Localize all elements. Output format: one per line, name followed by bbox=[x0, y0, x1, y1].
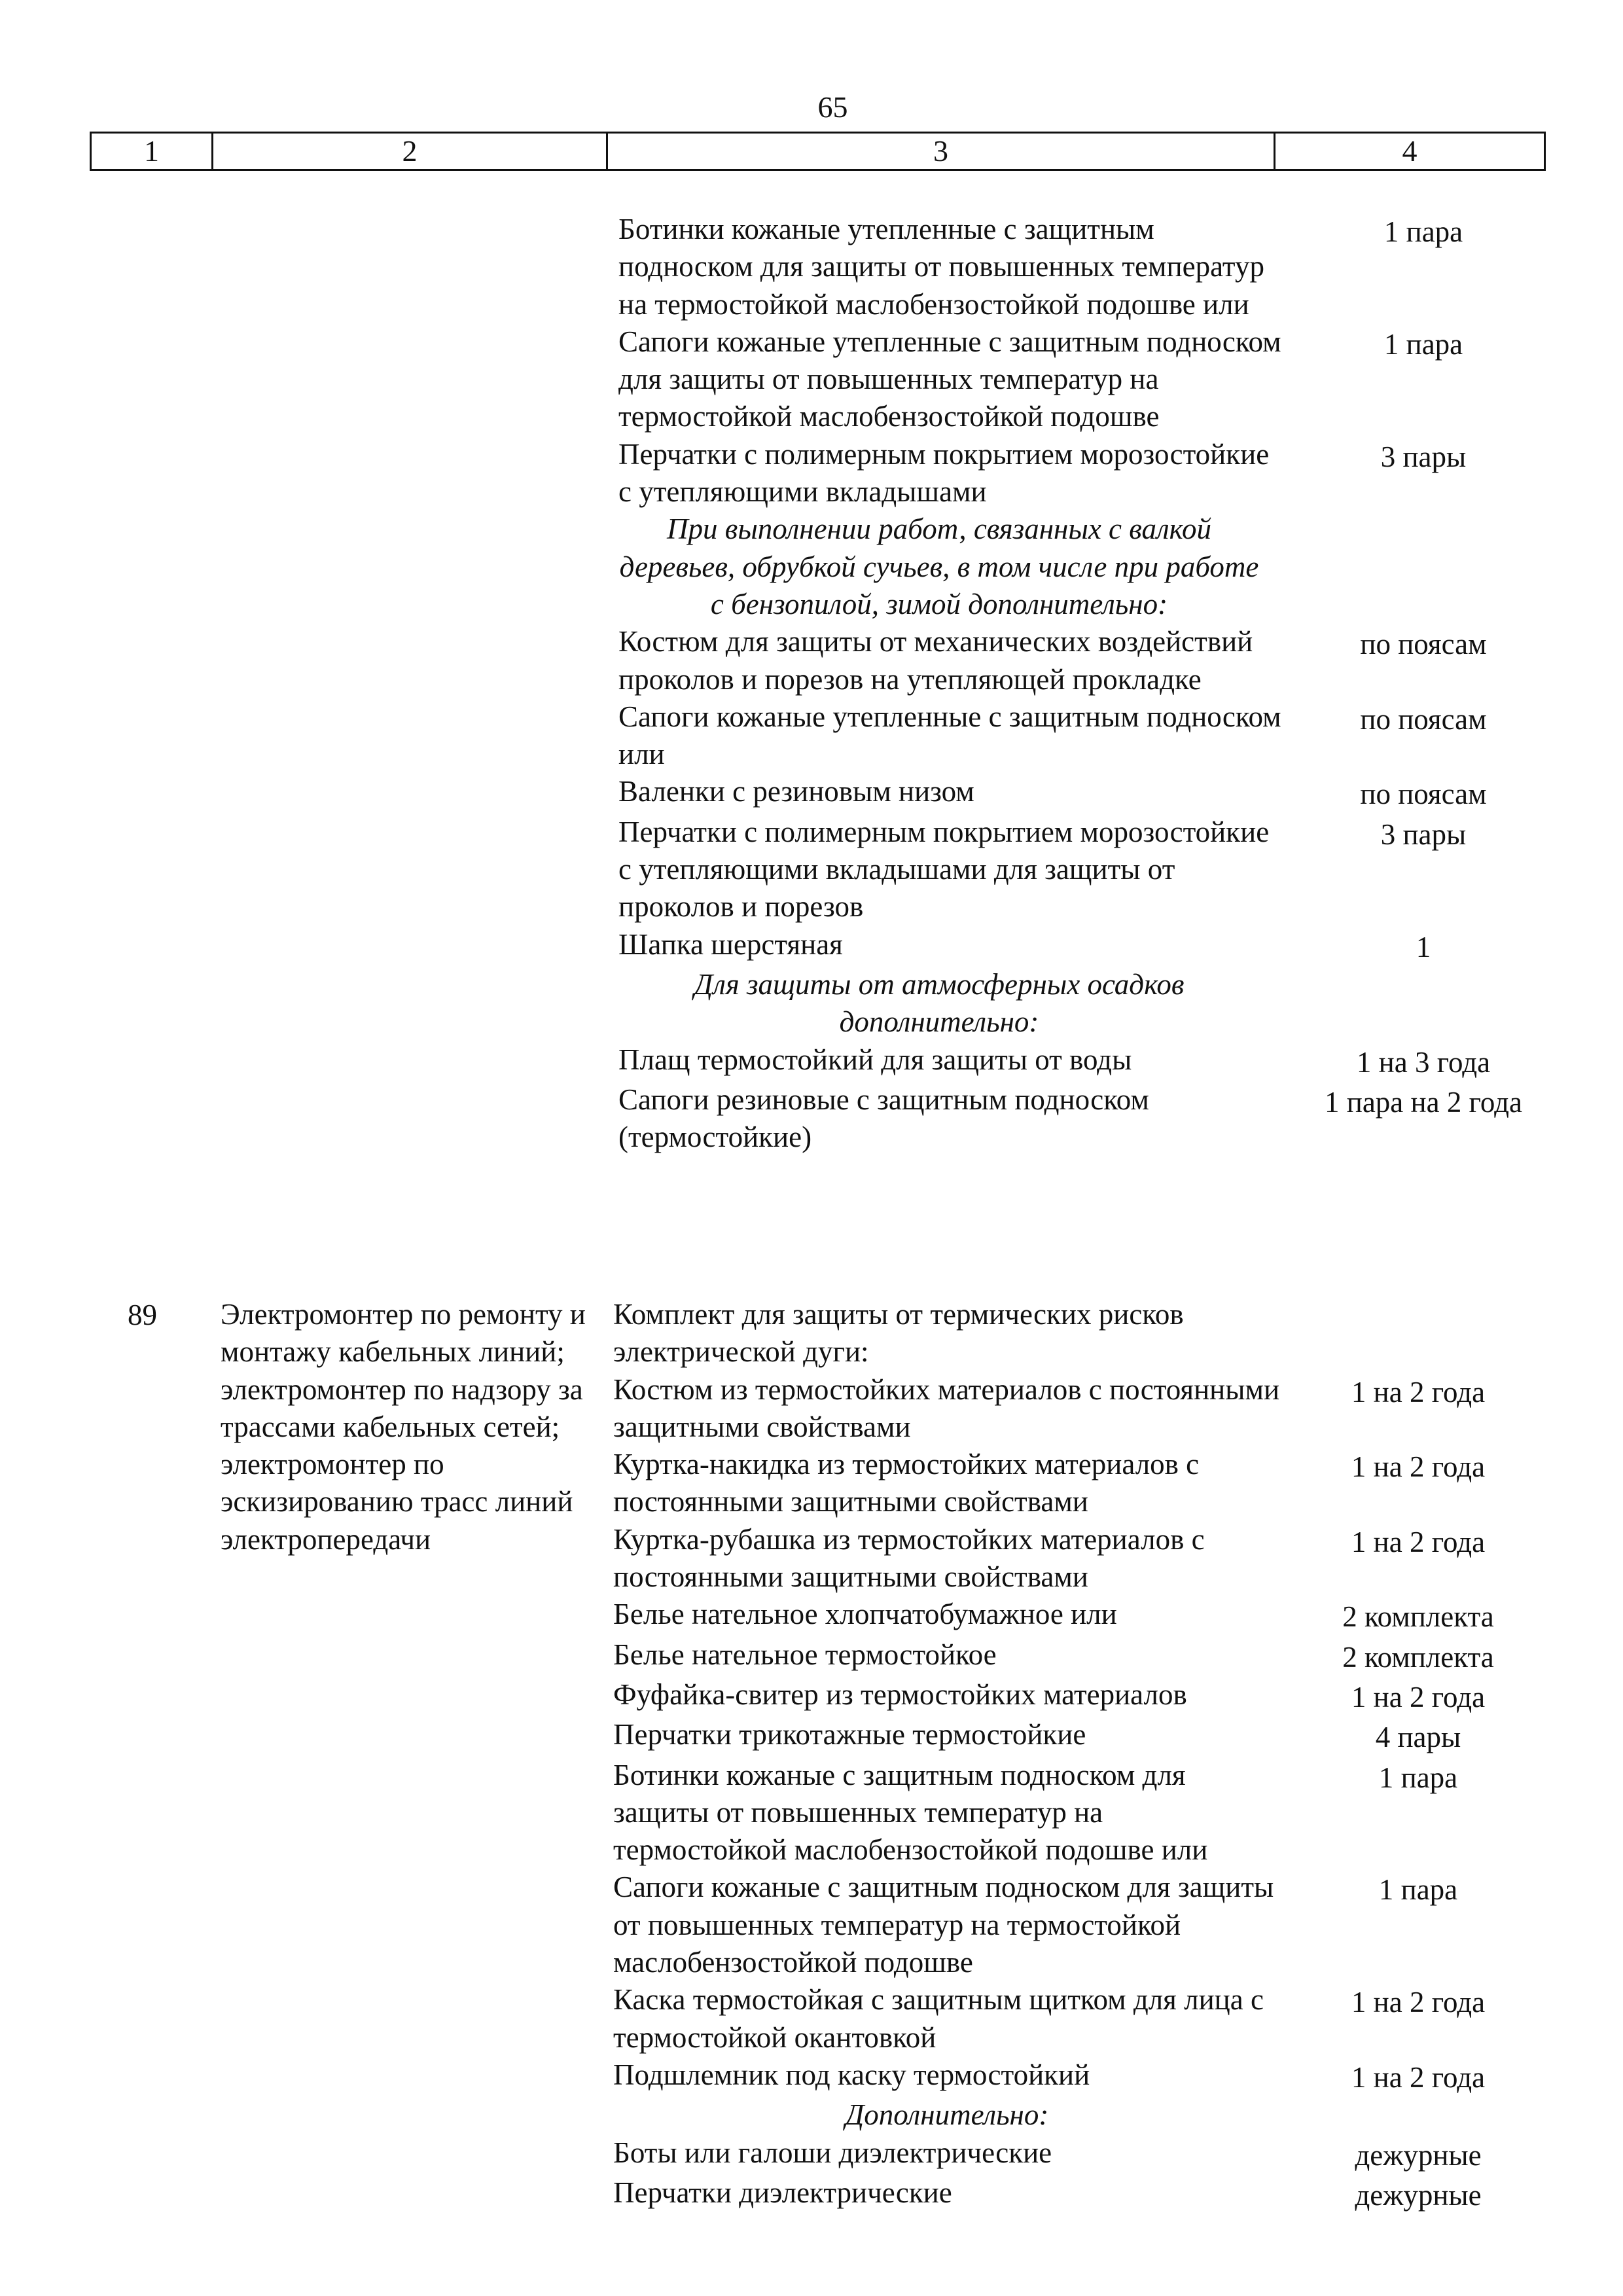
ppe-item-name: Фуфайка-свитер из термостойких материалов bbox=[613, 1677, 1187, 1711]
section-note bbox=[0, 966, 1623, 1041]
ppe-item-norm: дежурные bbox=[1355, 2178, 1482, 2212]
profession-name: Электромонтер по ремонту и монтажу кабельных линий; электромонтер по надзору за трассами кабельных сетей; электромонтер по эскизированию трасс линий электропередачи bbox=[221, 1298, 586, 1556]
entry-number: 89 bbox=[128, 1299, 157, 1331]
ppe-item-name: Плащ термостойкий для защиты от воды bbox=[618, 1043, 1132, 1076]
entry-89-item-list bbox=[0, 1296, 1623, 2214]
ppe-item-row bbox=[0, 1596, 1623, 1636]
ppe-item-name: Костюм из термостойких материалов с постоянными защитными свойствами bbox=[613, 1372, 1280, 1443]
ppe-item-row bbox=[0, 1446, 1623, 1521]
ppe-item-name: Подшлемник под каску термостойкий bbox=[613, 2058, 1090, 2091]
ppe-item-name: Белье нательное хлопчатобумажное или bbox=[613, 1598, 1117, 1631]
ppe-item-name: Перчатки с полимерным покрытием морозостойкие с утепляющими вкладышами bbox=[618, 437, 1270, 509]
column-header-table bbox=[90, 132, 1546, 171]
ppe-item-name: Куртка-накидка из термостойких материалов с постоянными защитными свойствами bbox=[613, 1448, 1200, 1518]
ppe-item-row bbox=[0, 1676, 1623, 1716]
ppe-item-row bbox=[0, 436, 1623, 511]
column-header-1: 1 bbox=[144, 134, 159, 168]
ppe-item-row bbox=[0, 1296, 1623, 1371]
ppe-item-row bbox=[0, 814, 1623, 926]
ppe-item-row bbox=[0, 2056, 1623, 2096]
ppe-item-norm: 1 на 2 года bbox=[1351, 1986, 1486, 2019]
ppe-item-norm: 4 пары bbox=[1375, 1721, 1461, 1754]
column-header-3: 3 bbox=[606, 134, 1274, 169]
ppe-item-norm: 1 на 2 года bbox=[1351, 1450, 1486, 1484]
ppe-item-norm: 1 bbox=[1416, 930, 1431, 963]
ppe-item-row bbox=[0, 211, 1623, 323]
ppe-item-name: Сапоги кожаные с защитным подноском для защиты от повышенных температур на термостойкой маслобензостойкой подошве bbox=[613, 1871, 1274, 1979]
ppe-item-row bbox=[0, 698, 1623, 774]
ppe-item-row bbox=[0, 773, 1623, 813]
ppe-item-norm bbox=[1281, 1296, 1556, 1299]
ppe-item-row bbox=[0, 1716, 1623, 1756]
column-header-4: 4 bbox=[1274, 134, 1544, 169]
ppe-item-norm bbox=[1281, 2096, 1556, 2099]
ppe-item-norm: 1 на 2 года bbox=[1351, 1680, 1486, 1713]
ppe-item-row bbox=[0, 323, 1623, 436]
ppe-item-row bbox=[0, 2134, 1623, 2174]
ppe-item-name: Перчатки трикотажные термостойкие bbox=[613, 1718, 1086, 1751]
ppe-item-norm bbox=[1260, 966, 1535, 969]
ppe-item-norm: 1 пара bbox=[1378, 1761, 1458, 1794]
ppe-item-row bbox=[0, 1636, 1623, 1676]
ppe-item-name: Сапоги кожаные утепленные с защитным подноском или bbox=[618, 700, 1281, 771]
ppe-item-row bbox=[0, 1041, 1623, 1081]
continuation-item-list bbox=[0, 211, 1623, 1156]
ppe-item-norm: 1 на 2 года bbox=[1351, 2060, 1486, 2094]
ppe-item-name: Сапоги кожаные утепленные с защитным подноском для защиты от повышенных температур на термостойкой маслобензостойкой подошве bbox=[618, 325, 1281, 433]
ppe-item-name: Шапка шерстяная bbox=[618, 927, 843, 961]
ppe-item-row bbox=[0, 1371, 1623, 1446]
ppe-item-row bbox=[0, 1869, 1623, 1981]
ppe-item-norm: 3 пары bbox=[1380, 440, 1467, 473]
ppe-item-norm: 1 на 2 года bbox=[1351, 1375, 1486, 1408]
section-note-text: Дополнительно: bbox=[845, 2098, 1049, 2132]
ppe-item-norm: 1 пара на 2 года bbox=[1325, 1085, 1522, 1119]
section-note-text: Для защиты от атмосферных осадков дополнительно: bbox=[694, 967, 1185, 1039]
ppe-item-row bbox=[0, 623, 1623, 698]
ppe-item-name: Каска термостойкая с защитным щитком для лица с термостойкой окантовкой bbox=[613, 1983, 1264, 2054]
ppe-item-norm: по поясам bbox=[1360, 778, 1487, 811]
ppe-item-name: Комплект для защиты от термических рисков электрической дуги: bbox=[613, 1298, 1184, 1369]
ppe-item-norm: 3 пары bbox=[1380, 817, 1467, 851]
ppe-item-name: Перчатки диэлектрические bbox=[613, 2176, 952, 2209]
ppe-item-name: Куртка-рубашка из термостойких материалов с постоянными защитными свойствами bbox=[613, 1522, 1205, 1594]
section-note-text: При выполнении работ, связанных с валкой деревьев, обрубкой сучьев, в том числе при работе с бензопилой, зимой дополнительно: bbox=[619, 512, 1259, 620]
ppe-item-norm: 2 комплекта bbox=[1342, 1640, 1494, 1674]
ppe-item-name: Ботинки кожаные с защитным подноском для защиты от повышенных температур на термостойкой маслобензостойкой подошве или bbox=[613, 1758, 1208, 1867]
ppe-item-name: Боты или галоши диэлектрические bbox=[613, 2136, 1052, 2169]
ppe-item-name: Перчатки с полимерным покрытием морозостойкие с утепляющими вкладышами для защиты от проколов и порезов bbox=[618, 815, 1270, 924]
ppe-item-norm: 2 комплекта bbox=[1342, 1600, 1494, 1634]
ppe-item-row bbox=[0, 2174, 1623, 2214]
ppe-item-norm: 1 на 2 года bbox=[1351, 1525, 1486, 1558]
ppe-item-norm: 1 пара bbox=[1383, 215, 1463, 248]
ppe-item-row bbox=[0, 1981, 1623, 2056]
ppe-item-norm: 1 пара bbox=[1378, 1873, 1458, 1907]
ppe-item-norm: дежурные bbox=[1355, 2138, 1482, 2172]
ppe-item-row bbox=[0, 1757, 1623, 1869]
ppe-item-norm: по поясам bbox=[1360, 628, 1487, 661]
ppe-item-row bbox=[0, 1081, 1623, 1157]
column-header-2: 2 bbox=[211, 134, 606, 169]
ppe-item-name: Костюм для защиты от механических воздействий проколов и порезов на утепляющей прокладке bbox=[618, 625, 1253, 696]
ppe-item-norm: 1 на 3 года bbox=[1356, 1045, 1491, 1079]
ppe-item-name: Валенки с резиновым низом bbox=[618, 775, 974, 808]
section-note bbox=[0, 2096, 1623, 2134]
ppe-item-row bbox=[0, 1521, 1623, 1596]
ppe-item-name: Ботинки кожаные утепленные с защитным подноском для защиты от повышенных температур на термостойкой маслобензостойкой подошве или bbox=[618, 213, 1264, 321]
page-number: 65 bbox=[817, 90, 848, 124]
ppe-item-name: Сапоги резиновые с защитным подноском (термостойкие) bbox=[618, 1083, 1149, 1154]
ppe-item-norm: по поясам bbox=[1360, 702, 1487, 736]
ppe-item-norm bbox=[1260, 511, 1535, 513]
ppe-item-norm: 1 пара bbox=[1383, 327, 1463, 361]
ppe-item-name: Белье нательное термостойкое bbox=[613, 1638, 997, 1671]
ppe-item-row bbox=[0, 926, 1623, 966]
section-note bbox=[0, 511, 1623, 623]
